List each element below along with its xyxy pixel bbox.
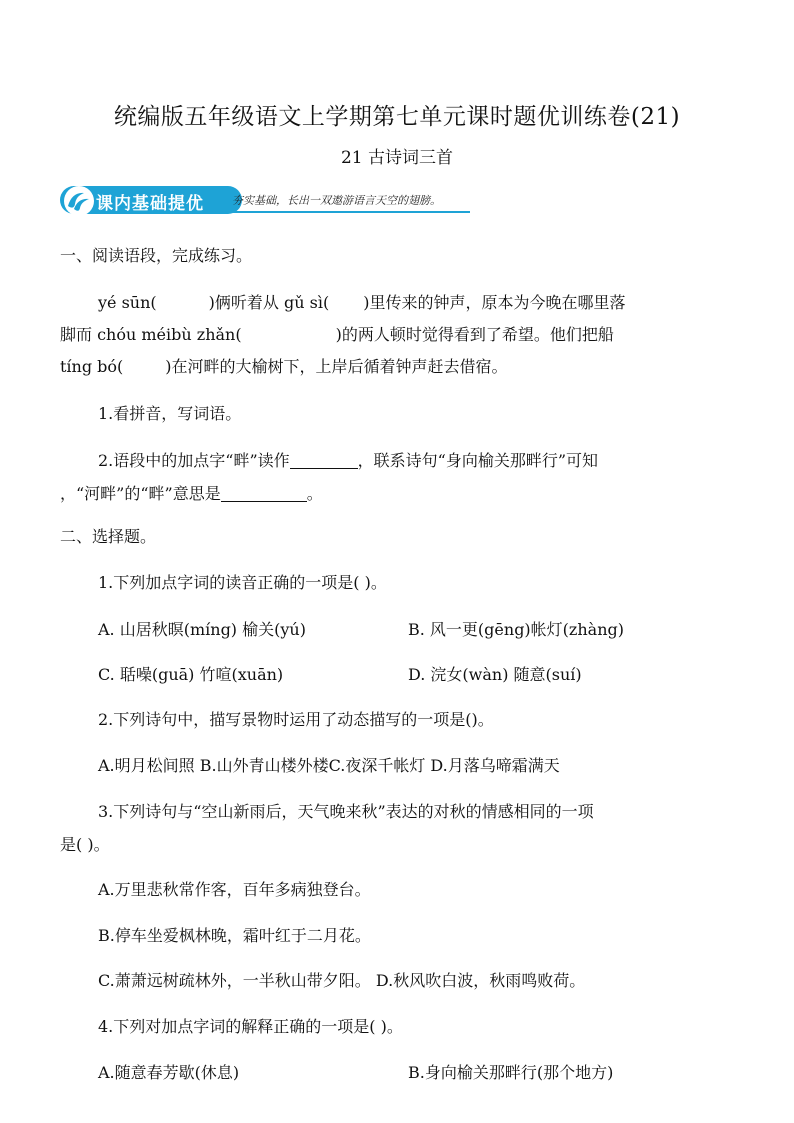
- banner-label: 课内基础提优: [96, 194, 204, 214]
- passage-text: )俩听着从 gǔ sì(: [208, 293, 330, 312]
- question-text: ，联系诗句“身向榆关那畔行”可知: [357, 451, 599, 470]
- question-2-3-stem-cont: 是( )。: [60, 835, 110, 854]
- option-d[interactable]: D. 浣女(wàn) 随意(suí): [408, 665, 582, 684]
- passage-text: )的两人顿时觉得看到了希望。他们把船: [335, 325, 614, 344]
- question-1-1: 1.看拼音，写词语。: [98, 404, 242, 423]
- question-text: ，“河畔”的“畔”意思是: [60, 484, 221, 503]
- passage-line-2: [60, 322, 740, 345]
- question-2-2-stem: 2.下列诗句中，描写景物时运用了动态描写的一项是()。: [98, 710, 494, 729]
- question-2-4-stem: 4.下列对加点字词的解释正确的一项是( )。: [98, 1017, 403, 1036]
- option-c-d[interactable]: C.萧萧远树疏林外，一半秋山带夕阳。 D.秋风吹白波，秋雨鸣败荷。: [98, 971, 586, 990]
- passage-line-1: [98, 290, 778, 313]
- section1-heading: 一、阅读语段，完成练习。: [60, 246, 253, 265]
- page-title: 统编版五年级语文上学期第七单元课时题优训练卷(21): [113, 104, 681, 130]
- lesson-subtitle: 21 古诗词三首: [340, 148, 454, 168]
- option-a[interactable]: A. 山居秋暝(míng) 榆关(yú): [98, 620, 306, 639]
- question-2-1-stem: 1.下列加点字词的读音正确的一项是( )。: [98, 573, 387, 592]
- passage-line-3: [60, 354, 740, 377]
- option-b[interactable]: B. 风一更(gēng)帐灯(zhàng): [408, 620, 624, 639]
- option-b[interactable]: B.身向榆关那畔行(那个地方): [408, 1063, 614, 1082]
- question-text: 2.语段中的加点字“畔”读作: [98, 451, 290, 470]
- section-banner: [60, 184, 472, 218]
- passage-text: tíng bó(: [60, 357, 124, 376]
- option-a[interactable]: A.万里悲秋常作客，百年多病独登台。: [98, 880, 371, 899]
- section2-heading: 二、选择题。: [60, 527, 157, 546]
- question-2-2-options[interactable]: A.明月松间照 B.山外青山楼外楼C.夜深千帐灯 D.月落乌啼霜满天: [98, 756, 560, 775]
- question-1-2: [98, 448, 778, 471]
- question-2-3-stem: 3.下列诗句与“空山新雨后，天气晚来秋”表达的对秋的情感相同的一项: [98, 802, 594, 821]
- banner-underline: [230, 211, 470, 213]
- option-a[interactable]: A.随意春芳歇(休息): [98, 1063, 240, 1082]
- passage-text: )里传来的钟声，原本为今晚在哪里落: [363, 293, 626, 312]
- question-1-2-cont: [60, 481, 740, 504]
- question-text: 。: [306, 484, 323, 503]
- option-b[interactable]: B.停车坐爱枫林晚，霜叶红于二月花。: [98, 926, 371, 945]
- passage-text: )在河畔的大榆树下，上岸后循着钟声赶去借宿。: [165, 357, 508, 376]
- option-c[interactable]: C. 聒噪(guā) 竹喧(xuān): [98, 665, 284, 684]
- passage-text: 脚而 chóu méibù zhǎn(: [60, 325, 242, 344]
- banner-slogan: 夯实基础，长出一双遨游语言天空的翅膀。: [232, 194, 441, 207]
- passage-text: yé sūn(: [98, 293, 157, 312]
- answer-blank[interactable]: [290, 452, 358, 469]
- swirl-logo-icon: [62, 184, 96, 218]
- answer-blank[interactable]: [221, 485, 307, 502]
